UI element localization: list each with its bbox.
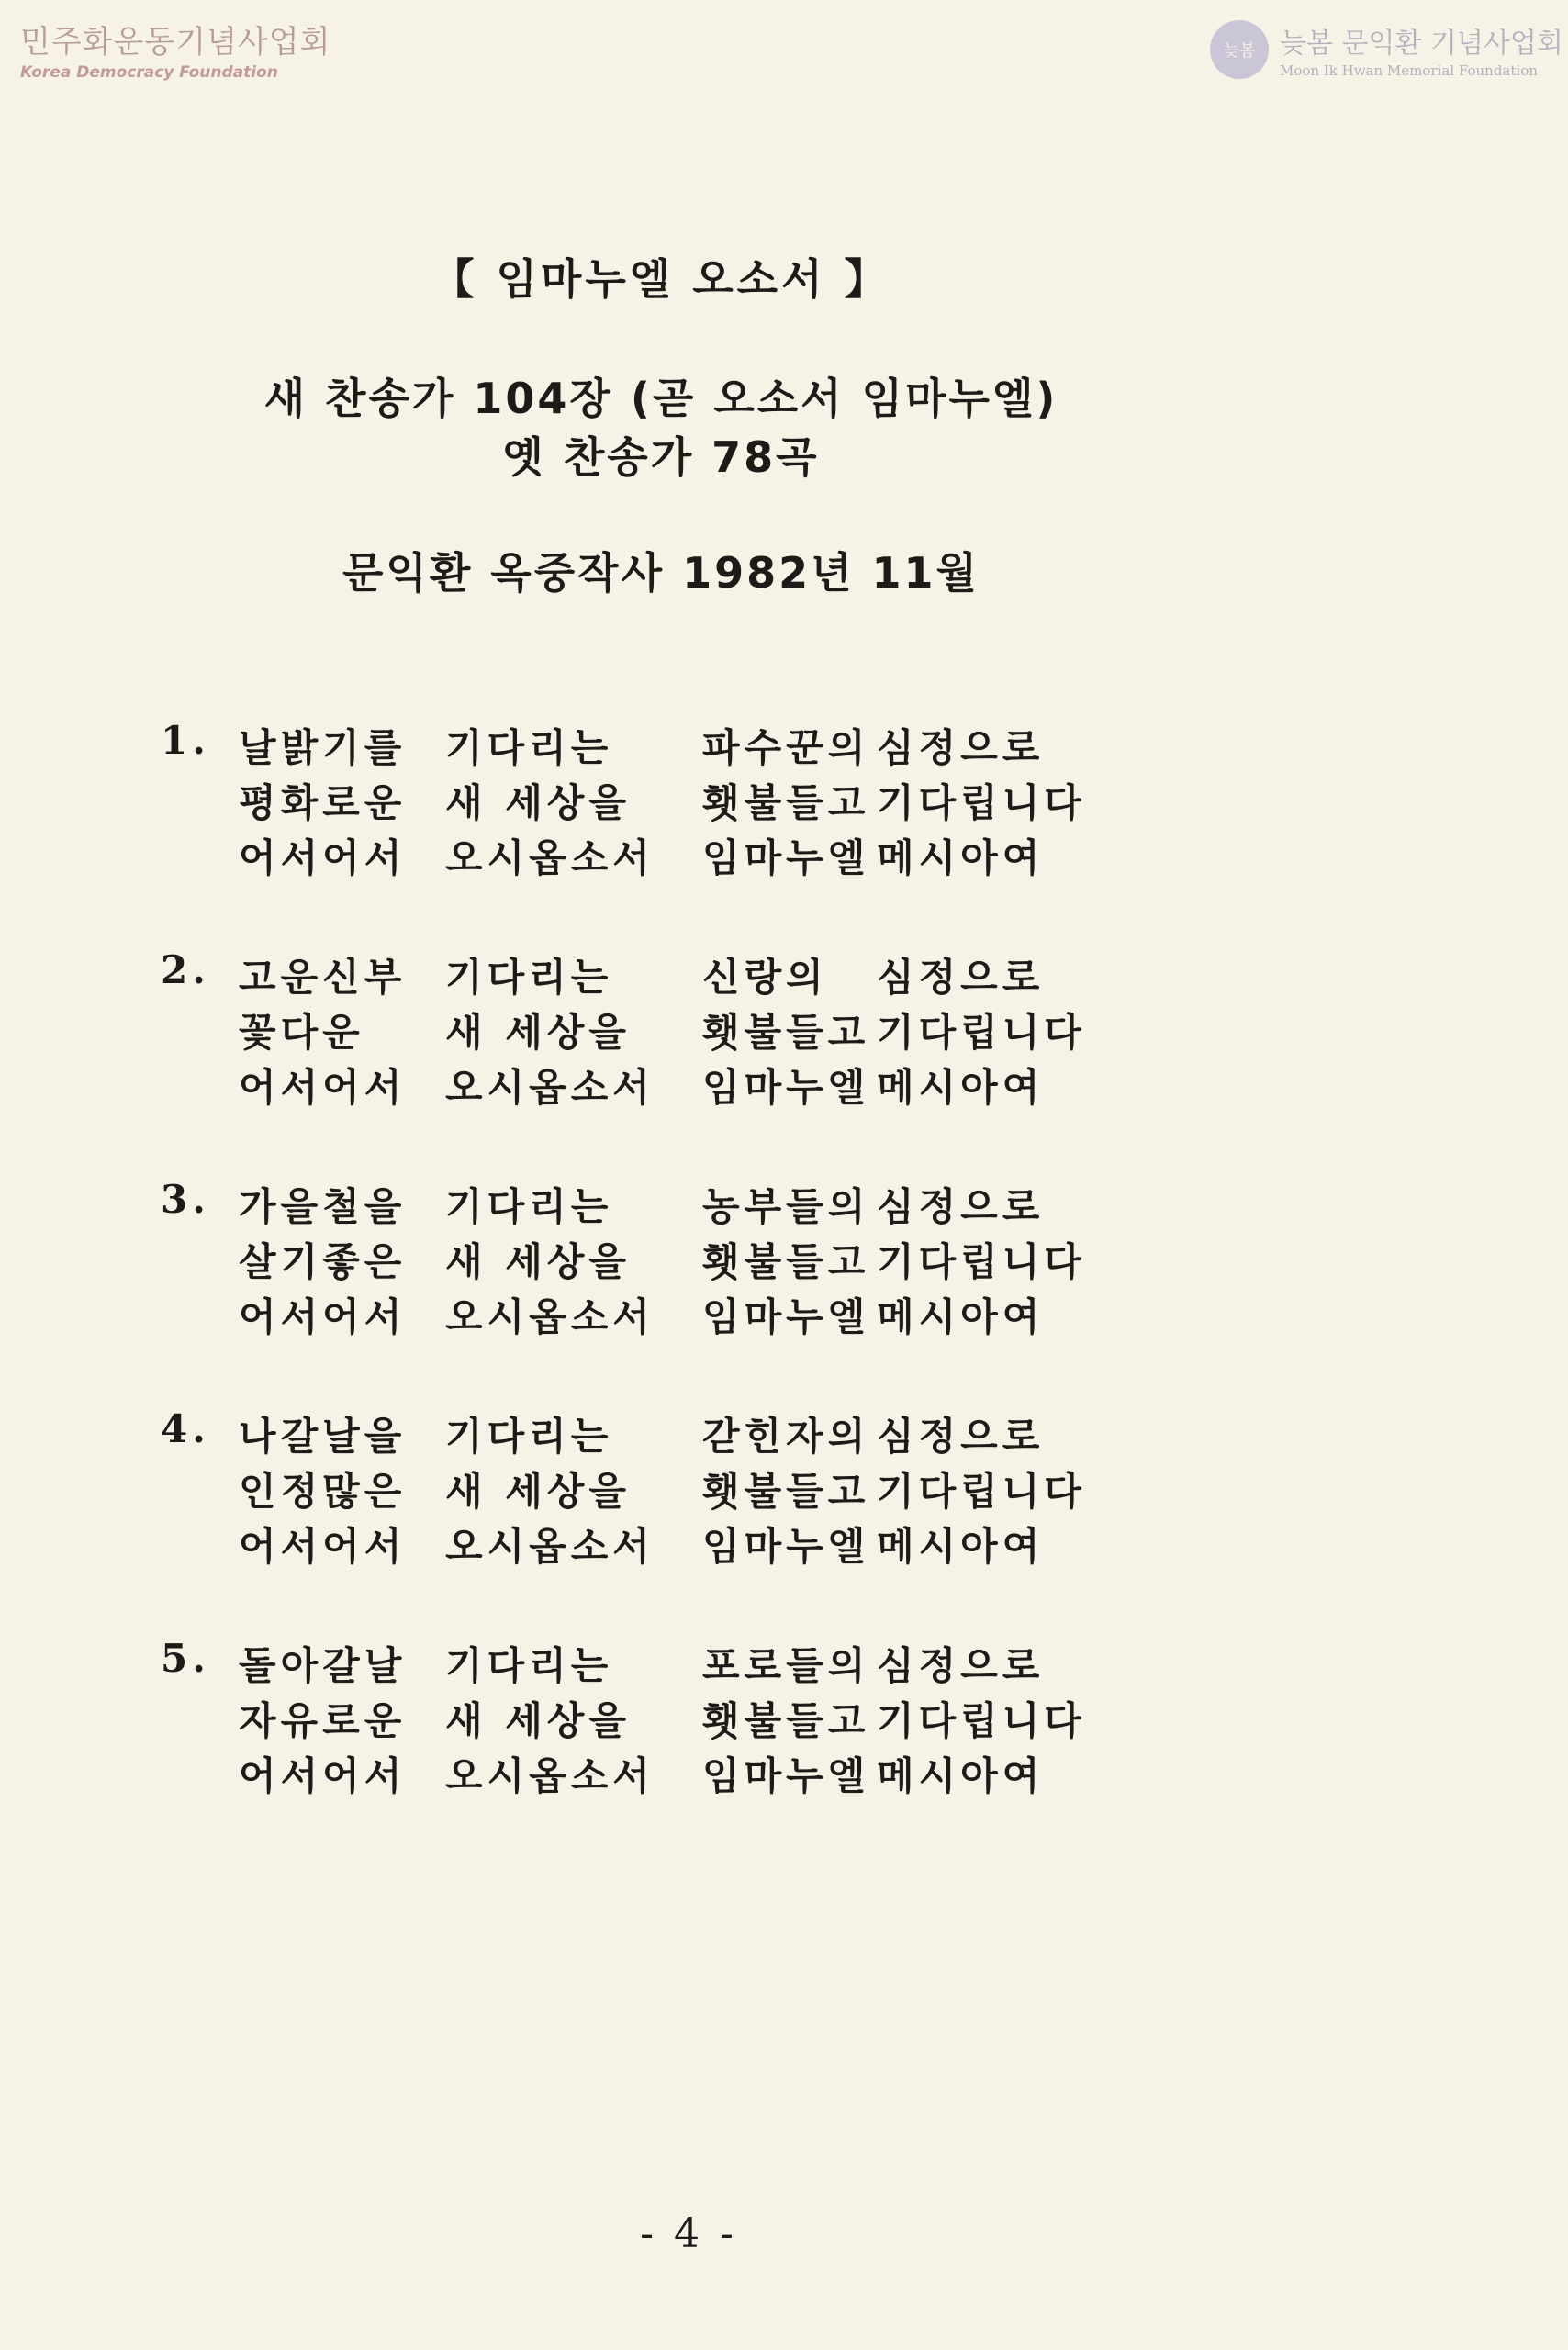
lyric-phrase: 나갈날을 — [239, 1414, 407, 1459]
lyric-phrase: 기다립니다 — [877, 1010, 1086, 1055]
verse-number: 2. — [161, 947, 210, 992]
lyric-phrase: 오시옵소서 — [445, 1065, 655, 1110]
verse-2 — [161, 947, 1226, 1113]
lyric-phrase: 메시아여 — [877, 1753, 1045, 1798]
watermark-left-korean: 민주화운동기념사업회 — [20, 24, 331, 61]
lyric-phrase: 가을철을 — [239, 1184, 407, 1229]
lyric-phrase: 돌아갈날 — [239, 1643, 407, 1688]
verse-line — [161, 1287, 1226, 1342]
lyric-phrase: 메시아여 — [877, 835, 1045, 880]
page-number: - 4 - — [640, 2210, 737, 2257]
lyric-phrase: 임마누엘 — [702, 1524, 870, 1569]
hymn-title: 【 임마누엘 오소서 】 — [431, 254, 890, 304]
lyric-phrase: 기다립니다 — [877, 1698, 1086, 1743]
lyric-phrase: 자유로운 — [239, 1698, 407, 1743]
lyric-phrase: 새 세상을 — [445, 1239, 631, 1284]
lyric-phrase: 기다리는 — [445, 725, 613, 770]
lyric-phrase: 메시아여 — [877, 1524, 1045, 1569]
verse-number: 1. — [161, 718, 210, 763]
verse-line — [161, 1177, 1226, 1232]
verse-line — [161, 718, 1226, 773]
lyric-phrase: 임마누엘 — [702, 1294, 870, 1339]
verse-1 — [161, 718, 1226, 883]
lyric-phrase: 인정많은 — [239, 1469, 407, 1514]
lyric-phrase: 횃불들고 — [702, 1239, 870, 1284]
author-line: 문익환 옥중작사 1982년 11월 — [342, 548, 980, 598]
verse-line — [161, 1058, 1226, 1113]
verse-line — [161, 773, 1226, 828]
lyric-phrase: 심정으로 — [877, 1184, 1045, 1229]
lyric-phrase: 기다리는 — [445, 955, 613, 1000]
verse-line — [161, 1232, 1226, 1287]
verse-5 — [161, 1636, 1226, 1801]
lyric-phrase: 횃불들고 — [702, 1698, 870, 1743]
watermark-left-english: Korea Democracy Foundation — [20, 63, 278, 82]
verse-line — [161, 1002, 1226, 1058]
verse-3 — [161, 1177, 1226, 1342]
new-hymnal-reference: 새 찬송가 104장 (곧 오소서 임마누엘) — [263, 374, 1058, 423]
korea-democracy-foundation-watermark — [20, 17, 330, 82]
lyric-phrase: 기다리는 — [445, 1414, 613, 1459]
moon-ik-hwan-foundation-watermark — [1210, 20, 1563, 79]
lyric-phrase: 오시옵소서 — [445, 835, 655, 880]
lyric-phrase: 임마누엘 — [702, 1753, 870, 1798]
lyric-phrase: 어서어서 — [239, 1524, 407, 1569]
lyric-phrase: 기다리는 — [445, 1184, 613, 1229]
lyric-phrase: 기다립니다 — [877, 1239, 1086, 1284]
verse-number: 5. — [161, 1636, 210, 1681]
verse-line — [161, 828, 1226, 883]
lyric-phrase: 횃불들고 — [702, 780, 870, 825]
lyric-phrase: 평화로운 — [239, 780, 407, 825]
lyric-phrase: 횃불들고 — [702, 1469, 870, 1514]
lyric-phrase: 고운신부 — [239, 955, 407, 1000]
lyric-phrase: 새 세상을 — [445, 780, 631, 825]
lyric-phrase: 새 세상을 — [445, 1698, 631, 1743]
lyric-phrase: 메시아여 — [877, 1065, 1045, 1110]
lyric-phrase: 어서어서 — [239, 1294, 407, 1339]
lyric-phrase: 오시옵소서 — [445, 1524, 655, 1569]
lyric-phrase: 어서어서 — [239, 1753, 407, 1798]
foundation-seal-icon: 늦봄 — [1210, 20, 1269, 79]
verse-number: 4. — [161, 1406, 210, 1451]
lyric-phrase: 포로들의 — [702, 1643, 870, 1688]
lyric-phrase: 살기좋은 — [239, 1239, 407, 1284]
lyric-phrase: 오시옵소서 — [445, 1294, 655, 1339]
verse-line — [161, 1516, 1226, 1572]
verse-line — [161, 1691, 1226, 1746]
verse-4 — [161, 1406, 1226, 1572]
verse-number: 3. — [161, 1177, 210, 1222]
verse-line — [161, 1461, 1226, 1516]
lyric-phrase: 심정으로 — [877, 1414, 1045, 1459]
lyric-phrase: 파수꾼의 — [702, 725, 870, 770]
lyric-phrase: 기다립니다 — [877, 780, 1086, 825]
lyric-phrase: 날밝기를 — [239, 725, 407, 770]
lyric-phrase: 심정으로 — [877, 955, 1045, 1000]
lyric-phrase: 오시옵소서 — [445, 1753, 655, 1798]
lyric-phrase: 신랑의 — [702, 955, 828, 1000]
lyric-phrase: 꽃다운 — [239, 1010, 364, 1055]
lyric-phrase: 기다리는 — [445, 1643, 613, 1688]
old-hymnal-reference: 옛 찬송가 78곡 — [502, 432, 820, 482]
lyric-phrase: 임마누엘 — [702, 835, 870, 880]
lyric-phrase: 어서어서 — [239, 835, 407, 880]
lyric-phrase: 심정으로 — [877, 725, 1045, 770]
lyric-phrase: 임마누엘 — [702, 1065, 870, 1110]
verse-line — [161, 1406, 1226, 1461]
lyric-phrase: 갇힌자의 — [702, 1414, 870, 1459]
lyric-phrase: 기다립니다 — [877, 1469, 1086, 1514]
verse-line — [161, 1746, 1226, 1801]
lyric-phrase: 새 세상을 — [445, 1469, 631, 1514]
lyric-phrase: 횃불들고 — [702, 1010, 870, 1055]
lyric-phrase: 새 세상을 — [445, 1010, 631, 1055]
lyric-phrase: 심정으로 — [877, 1643, 1045, 1688]
lyric-phrase: 어서어서 — [239, 1065, 407, 1110]
verse-line — [161, 947, 1226, 1002]
verse-line — [161, 1636, 1226, 1691]
lyric-phrase: 메시아여 — [877, 1294, 1045, 1339]
watermark-right-english: Moon Ik Hwan Memorial Foundation — [1280, 62, 1538, 79]
lyric-phrase: 농부들의 — [702, 1184, 870, 1229]
watermark-right-korean: 늦봄 문익환 기념사업회 — [1280, 28, 1563, 60]
